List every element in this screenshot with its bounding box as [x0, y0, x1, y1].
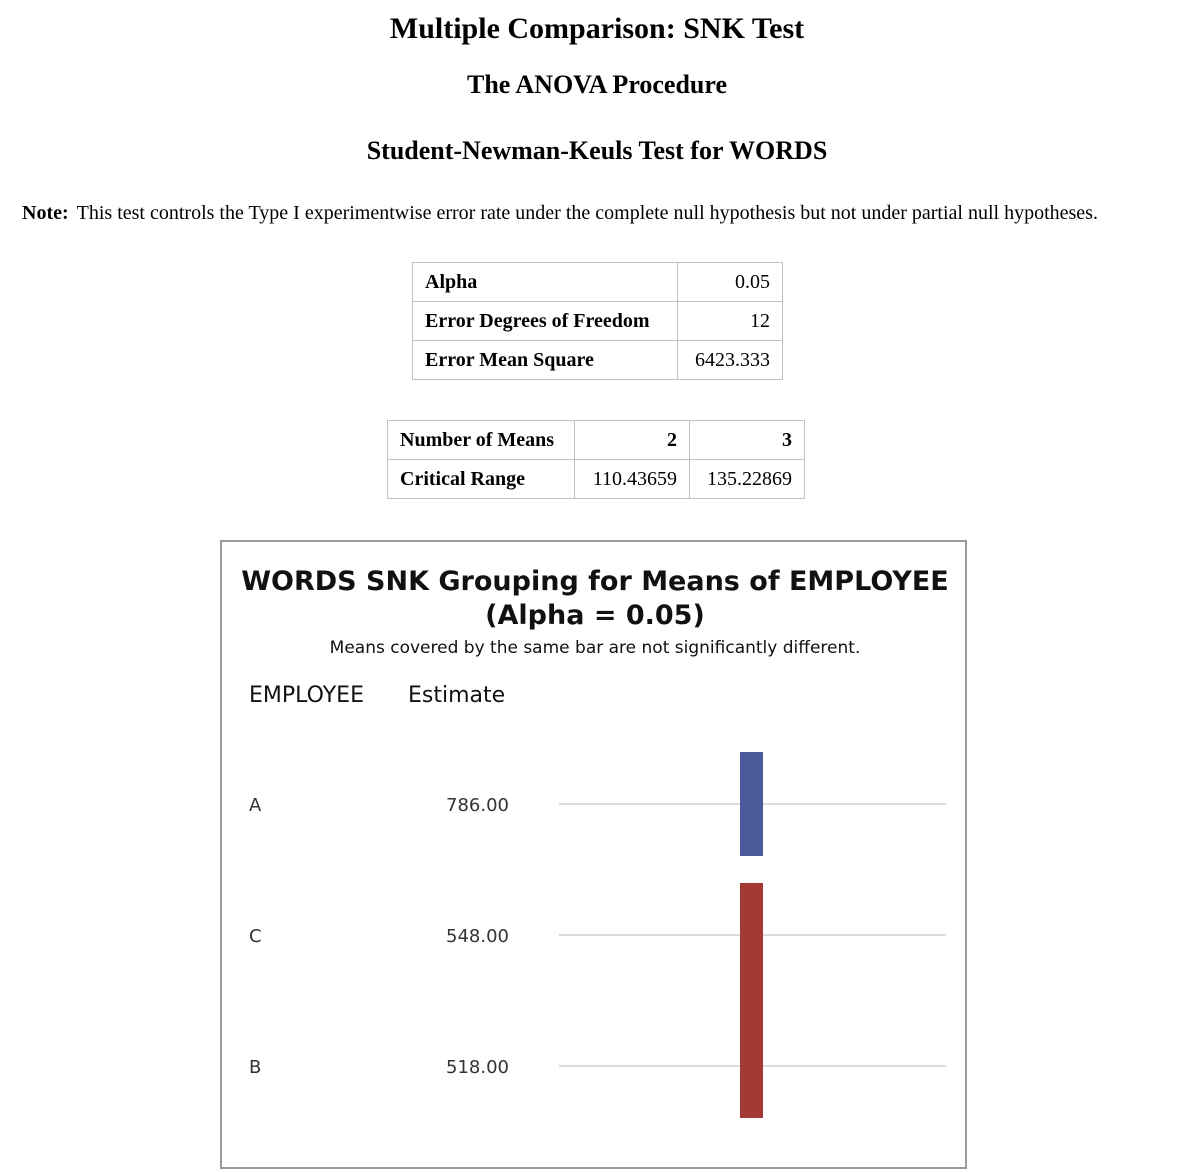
- number-of-means-label: Number of Means: [388, 421, 575, 460]
- table-row: [388, 460, 805, 499]
- critical-range-3: 135.22869: [690, 460, 805, 499]
- error-ms-value: 6423.333: [678, 341, 783, 380]
- table-row: [413, 341, 783, 380]
- alpha-value: 0.05: [678, 263, 783, 302]
- estimate-column-header: Estimate: [408, 683, 506, 708]
- test-title: Student-Newman-Keuls Test for WORDS: [366, 136, 828, 165]
- alpha-label: Alpha: [413, 263, 678, 302]
- employee-label: B: [249, 1057, 262, 1078]
- procedure-title: The ANOVA Procedure: [466, 70, 727, 99]
- means-3-header: 3: [690, 421, 805, 460]
- employee-column-header: EMPLOYEE: [249, 683, 364, 708]
- estimate-value: 786.00: [446, 795, 509, 816]
- figure-title: WORDS SNK Grouping for Means of EMPLOYEE: [241, 566, 949, 597]
- page-title: Multiple Comparison: SNK Test: [389, 12, 805, 45]
- figure-footnote: Means covered by the same bar are not significantly different.: [329, 638, 861, 658]
- bars-layer: [740, 752, 763, 1118]
- table-row: [388, 421, 805, 460]
- critical-range-2: 110.43659: [575, 460, 690, 499]
- means-2-header: 2: [575, 421, 690, 460]
- error-ms-label: Error Mean Square: [413, 341, 678, 380]
- note-label: Note:: [22, 202, 69, 224]
- employee-label: A: [249, 795, 262, 816]
- employee-label: C: [249, 926, 262, 947]
- error-df-value: 12: [678, 302, 783, 341]
- note-text: This test controls the Type I experimentwise error rate under the complete null hypothesis but not under partial null hypotheses.: [76, 202, 1098, 224]
- critical-range-label: Critical Range: [388, 460, 575, 499]
- error-df-label: Error Degrees of Freedom: [413, 302, 678, 341]
- note: [22, 202, 1098, 225]
- estimate-value: 518.00: [446, 1057, 509, 1078]
- rows-layer: [249, 795, 946, 1078]
- snk-grouping-figure: [220, 540, 967, 1169]
- critical-range-table: [387, 420, 805, 499]
- figure-subtitle: (Alpha = 0.05): [485, 600, 705, 631]
- stats-table: [412, 262, 783, 380]
- estimate-value: 548.00: [446, 926, 509, 947]
- grouping-bar: [740, 752, 763, 856]
- table-row: [413, 263, 783, 302]
- grouping-bar: [740, 883, 763, 1118]
- grouping-plot: [222, 542, 969, 1171]
- table-row: [413, 302, 783, 341]
